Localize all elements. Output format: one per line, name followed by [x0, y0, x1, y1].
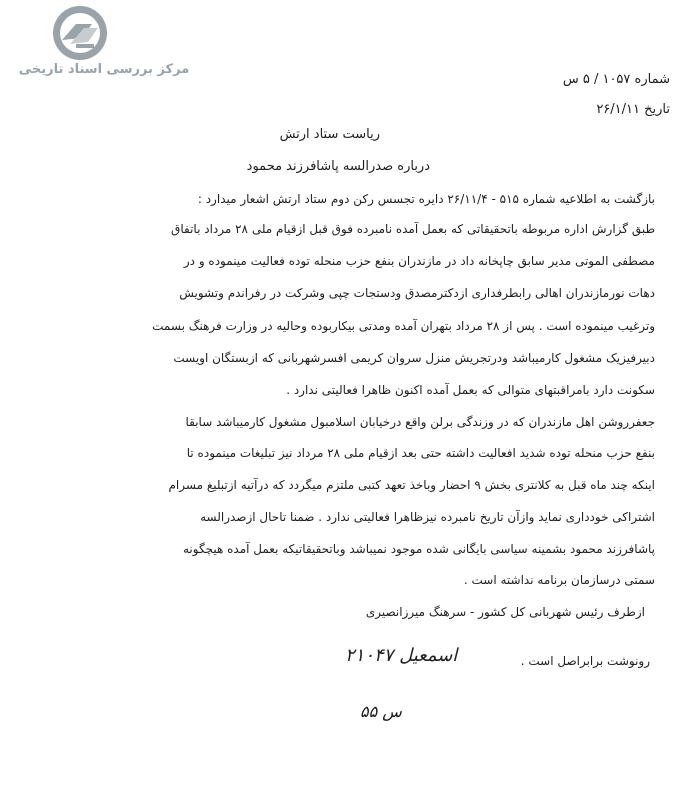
body-line: بنفع حزب منحله توده شدید افعالیت داشته حتی بعد ازقیام ملی ۲۸ مرداد نیز تبلیغات مینموده تا [186, 446, 655, 460]
copy-certification: رونوشت برابراصل است . [520, 654, 650, 668]
body-line: اشتراکی خودداری نماید وازآن تاریخ نامبرده نیزظاهرا فعالیتی ندارد . ضمنا تاحال ازصدرالسه [200, 510, 655, 524]
handwritten-note: س ۵۵ [360, 702, 402, 721]
handwritten-signature: اسمعیل ۲۱۰۴۷ [345, 645, 458, 666]
subject-line: درباره صدرالسه پاشافرزند محمود [246, 159, 430, 174]
letter-date: تاریخ ۲۶/۱/۱۱ [596, 102, 670, 117]
body-line: بازگشت به اطلاعیه شماره ۵۱۵ - ۲۶/۱۱/۴ دایره تجسس رکن دوم ستاد ارتش اشعار میدارد : [197, 192, 655, 206]
body-line: سکونت دارد بامراقبتهای متوالی که بعمل آمده اکنون ظاهرا فعالیتی ندارد . [286, 383, 655, 397]
body-line: اینکه چند ماه قبل به کلانتری بخش ۹ احضار وباخذ تعهد کتبی ملتزم میگردد که درآتیه ازتبلیغ مسرام [168, 478, 655, 492]
body-line: سمتی درسازمان برنامه نداشته است . [463, 573, 655, 587]
recipient: ریاست ستاد ارتش [279, 127, 380, 142]
body-line: پاشافرزند محمود بشمینه سیاسی بایگانی شده موجود نمیباشد وباتحقیقاتیکه بعمل آمده هیچگونه [183, 542, 655, 556]
archive-center-name: مرکز بررسی اسناد تاریخی [18, 62, 190, 77]
closing-line: ازطرف رئیس شهربانی کل کشور - سرهنگ میرزانصیری [365, 605, 645, 619]
body-line: دهات نورمازندران اهالی رابطرفداری ازدکترمصدق ودستجات چپی وشرکت در رفراندم وتشویش [179, 286, 655, 300]
letter-number: شماره ۱۰۵۷ / ۵ س [562, 72, 670, 87]
archive-logo-icon [32, 4, 128, 62]
body-line: وترغیب مینموده است . پس از ۲۸ مرداد بتهران آمده ومدتی بیکاربوده وحالیه در وزارت فرهنگ بسمت [152, 319, 655, 333]
body-line: طبق گزارش اداره مربوطه باتحقیقاتی که بعمل آمده نامبرده فوق قبل ازقیام ملی ۲۸ مرداد باتفاق [171, 222, 655, 236]
body-line: مصطفی الموتی مدیر سابق چاپخانه داد در مازندران بنفع حزب منحله توده فعالیت مینموده و در [183, 254, 655, 268]
body-line: جعفرروشن اهل مازندران که در وزندگی برلن واقع درخیابان اسلامبول مشغول کارمیباشد سابقا [185, 415, 655, 429]
body-line: دبیرفیزیک مشغول کارمیباشد ودرتجریش منزل سروان کریمی افسرشهربانی که ازبستگان اویست [173, 351, 655, 365]
